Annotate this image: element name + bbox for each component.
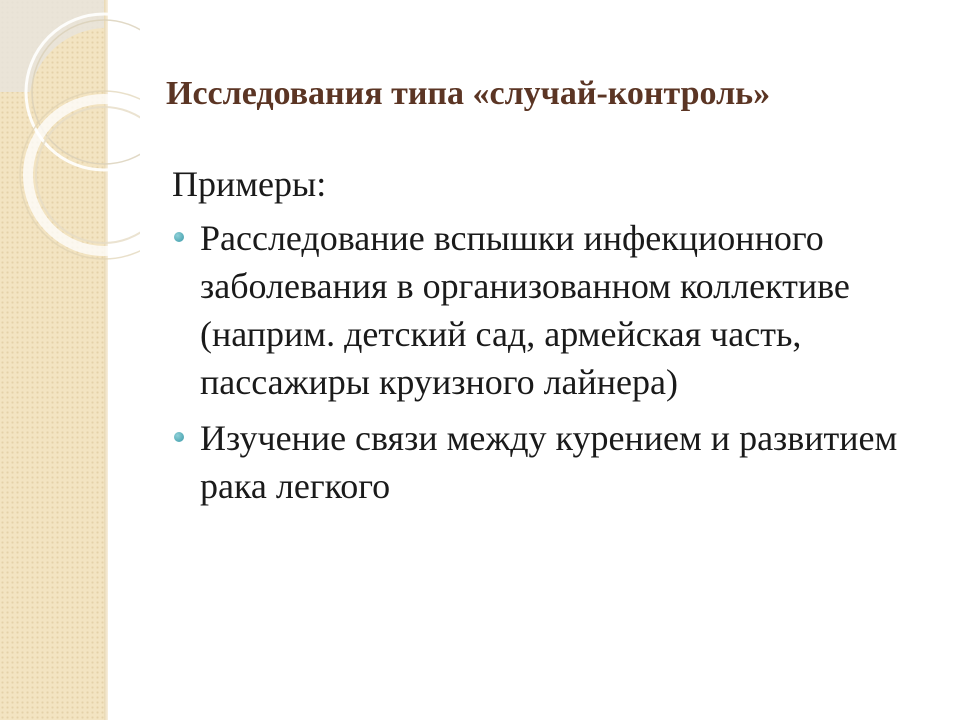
intro-text: Примеры: <box>172 164 327 204</box>
bullet-dot-icon <box>174 432 184 442</box>
bullet-item <box>172 414 912 510</box>
bullet-text: Расследование вспышки инфекционного заболевания в организованном коллективе (наприм. детский сад, армейская часть, пассажиры круизного лайнера) <box>200 218 850 402</box>
decorative-circles <box>0 0 140 260</box>
bullet-list <box>172 214 912 510</box>
bullet-dot-icon <box>174 232 184 242</box>
bullet-text: Изучение связи между курением и развитием рака легкого <box>200 418 898 506</box>
slide-title: Исследования типа «случай-контроль» <box>166 75 771 112</box>
slide-content <box>172 160 912 518</box>
bullet-item <box>172 214 912 406</box>
